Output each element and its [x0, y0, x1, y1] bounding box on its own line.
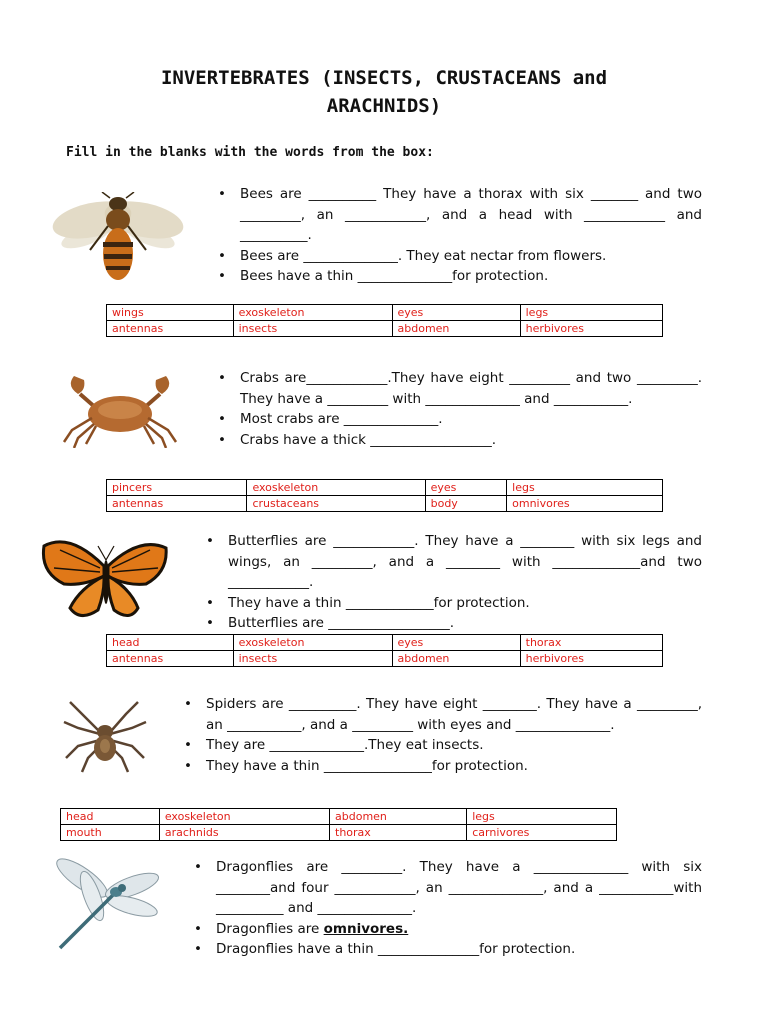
question-item: • Bees are __________ They have a thorax with six _______ and two _________, an ____________, and a head with ____________ and __________. — [216, 184, 702, 246]
word-cell: eyes — [425, 480, 507, 496]
word-cell: antennas — [107, 496, 247, 512]
word-cell: omnivores — [507, 496, 663, 512]
word-cell: head — [61, 809, 160, 825]
question-item: • Dragonflies are omnivores. — [192, 919, 702, 940]
word-cell: exoskeleton — [159, 809, 329, 825]
spider-questions — [182, 694, 702, 776]
word-cell: thorax — [330, 825, 467, 841]
spider-image — [60, 700, 150, 776]
word-cell: legs — [520, 305, 662, 321]
question-item: • Dragonflies are _________. They have a ______________ with six ________and four ____________, an ______________, and a ___________with __________ and ______________. — [192, 857, 702, 919]
word-cell: crustaceans — [247, 496, 425, 512]
question-item: • Bees are ______________. They eat nectar from flowers. — [216, 246, 702, 267]
table-row — [107, 635, 663, 651]
word-box-crabs — [106, 479, 663, 512]
table-row — [107, 321, 663, 337]
bee-image — [52, 192, 184, 284]
word-cell: carnivores — [467, 825, 617, 841]
word-cell: body — [425, 496, 507, 512]
word-cell: herbivores — [520, 321, 662, 337]
question-item: • They are ______________.They eat insects. — [182, 735, 702, 756]
word-box-butterflies — [106, 634, 663, 667]
dragonfly-questions — [192, 857, 702, 960]
word-box-bees — [106, 304, 663, 337]
question-item: • Crabs have a thick __________________. — [216, 430, 702, 451]
table-row — [107, 651, 663, 667]
dragonfly-image — [52, 856, 160, 950]
word-cell: exoskeleton — [233, 305, 392, 321]
page-title: INVERTEBRATES (INSECTS, CRUSTACEANS and ARACHNIDS) — [160, 67, 608, 117]
question-item: • Dragonflies have a thin _______________for protection. — [192, 939, 702, 960]
butterfly-image — [40, 532, 172, 624]
question-item: • Bees have a thin ______________for protection. — [216, 266, 702, 287]
word-cell: pincers — [107, 480, 247, 496]
table-row — [61, 809, 617, 825]
word-cell: exoskeleton — [233, 635, 392, 651]
question-item: • Butterflies are ____________. They have a ________ with six legs and wings, an _________, and a ________ with _____________and two ____________. — [204, 531, 702, 593]
word-cell: abdomen — [392, 651, 520, 667]
question-item: • Butterflies are __________________. — [204, 613, 702, 634]
word-box-spiders — [60, 808, 617, 841]
word-cell: thorax — [520, 635, 662, 651]
question-item: • They have a thin _____________for protection. — [204, 593, 702, 614]
question-item: • Spiders are __________. They have eight ________. They have a _________, an ___________, and a _________ with eyes and ______________. — [182, 694, 702, 735]
question-item: • They have a thin ________________for protection. — [182, 756, 702, 777]
word-cell: legs — [467, 809, 617, 825]
bee-questions — [216, 184, 702, 287]
word-cell: exoskeleton — [247, 480, 425, 496]
crab-image — [56, 368, 184, 448]
word-cell: eyes — [392, 305, 520, 321]
word-cell: insects — [233, 321, 392, 337]
word-cell: abdomen — [330, 809, 467, 825]
word-cell: herbivores — [520, 651, 662, 667]
table-row — [107, 480, 663, 496]
word-cell: antennas — [107, 651, 234, 667]
word-cell: legs — [507, 480, 663, 496]
table-row — [107, 305, 663, 321]
instruction: Fill in the blanks with the words from the box: — [66, 145, 434, 160]
word-cell: arachnids — [159, 825, 329, 841]
answer-omnivores: omnivores. — [323, 920, 409, 937]
crab-questions — [216, 368, 702, 450]
word-cell: antennas — [107, 321, 234, 337]
butterfly-questions — [204, 531, 702, 634]
question-item: • Crabs are____________.They have eight _________ and two _________. They have a _________ with ______________ and ___________. — [216, 368, 702, 409]
table-row — [107, 496, 663, 512]
word-cell: eyes — [392, 635, 520, 651]
word-cell: wings — [107, 305, 234, 321]
word-cell: head — [107, 635, 234, 651]
word-cell: mouth — [61, 825, 160, 841]
table-row — [61, 825, 617, 841]
word-cell: abdomen — [392, 321, 520, 337]
word-cell: insects — [233, 651, 392, 667]
question-item: • Most crabs are ______________. — [216, 409, 702, 430]
